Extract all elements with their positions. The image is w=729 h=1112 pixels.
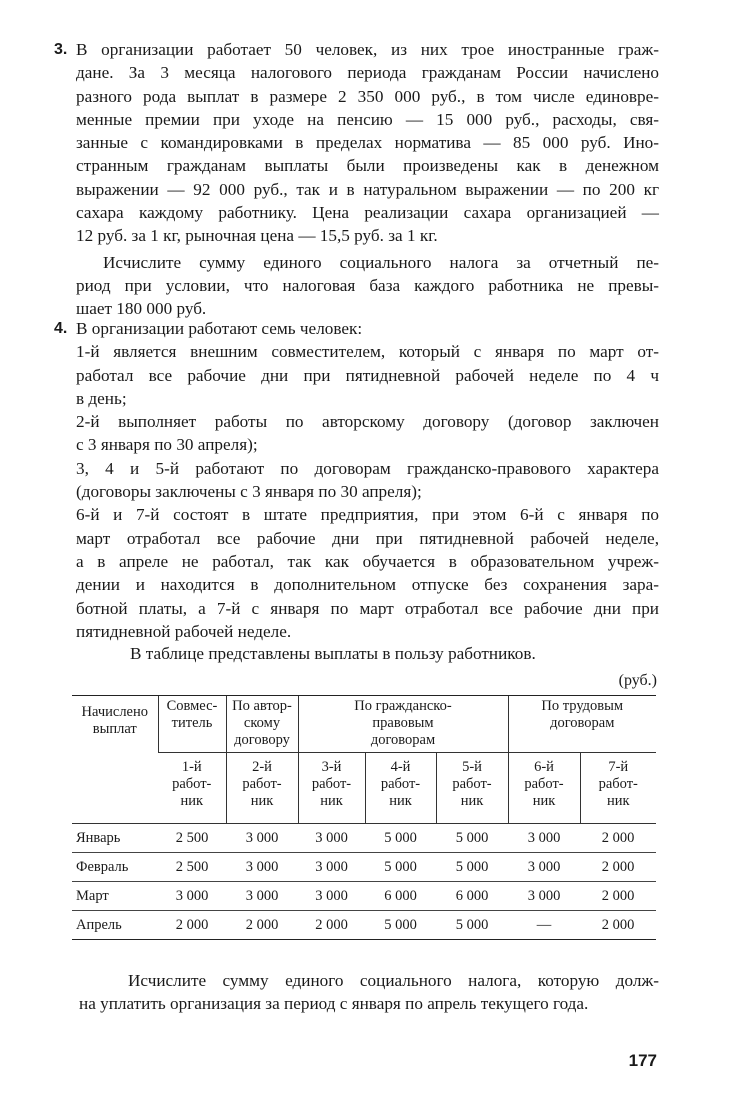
header-civil-contracts: По гражданско-правовым договорам <box>298 696 508 753</box>
problem-3-text <box>76 38 659 248</box>
value-cell: 3 000 <box>298 853 365 882</box>
value-cell: 5 000 <box>436 853 508 882</box>
header-worker-2: 2-й работ-ник <box>226 753 298 824</box>
header-part-time: Совмес-титель <box>158 696 226 753</box>
text-line: В организации работает 50 человек, из них трое иностранные граж- <box>76 40 659 59</box>
text-line: занные с командировками в пределах норматива — 85 000 руб. Ино- <box>76 133 659 153</box>
header-author-contract: По автор-скому договору <box>226 696 298 753</box>
header-worker-3: 3-й работ-ник <box>298 753 365 824</box>
value-cell: 3 000 <box>158 882 226 911</box>
value-cell: 2 000 <box>226 911 298 940</box>
header-labor-contracts: По трудовым договорам <box>508 696 656 753</box>
value-cell: 2 000 <box>580 882 656 911</box>
problem-4 <box>54 317 659 643</box>
header-worker-6: 6-й работ-ник <box>508 753 580 824</box>
text-line: а в апреле не работал, так как обучается в образовательном учреж- <box>76 551 659 571</box>
value-cell: 6 000 <box>365 882 436 911</box>
month-cell: Апрель <box>72 911 158 940</box>
text-line: выражении — 92 000 руб., так и в натуральном выражении — по 200 кг <box>76 179 659 199</box>
table-row <box>72 882 656 911</box>
text-line: ботной платы, а 7-й с января по март отработал все рабочие дни при <box>76 598 659 618</box>
value-cell: 3 000 <box>508 824 580 853</box>
value-cell: 5 000 <box>436 824 508 853</box>
table-row <box>72 853 656 882</box>
text-line: пятидневной рабочей неделе. <box>76 621 292 641</box>
value-cell: 2 500 <box>158 853 226 882</box>
text-line: риод при условии, что налоговая база каждого работника не превы- <box>76 275 659 295</box>
table-row <box>72 911 656 940</box>
value-cell: 2 000 <box>158 911 226 940</box>
problem-3-task <box>76 251 659 321</box>
worker-1-description <box>76 340 659 410</box>
text-line: с 3 января по 30 апреля); <box>76 435 258 455</box>
value-cell: — <box>508 911 580 940</box>
text-line: дане. За 3 месяца налогового периода гражданам России начислено <box>76 63 659 83</box>
value-cell: 3 000 <box>226 882 298 911</box>
text-line: март отработал все рабочие дни при пятидневной рабочей неделе, <box>76 528 659 548</box>
table-caption: В таблице представлены выплаты в пользу работников. <box>130 644 536 663</box>
value-cell: 6 000 <box>436 882 508 911</box>
text-line: 1-й является внешним совместителем, который с января по март от- <box>76 342 659 362</box>
text-line: 2-й выполняет работы по авторскому договору (договор заключен <box>76 412 659 432</box>
text-line: 6-й и 7-й состоят в штате предприятия, при этом 6-й с января по <box>76 505 659 525</box>
header-worker-1: 1-й работ-ник <box>158 753 226 824</box>
value-cell: 2 000 <box>580 853 656 882</box>
text-line: шает 180 000 руб. <box>76 299 207 319</box>
text-line: менные премии при уходе на пенсию — 15 000 руб., расходы, свя- <box>76 109 659 129</box>
problem-3 <box>54 38 659 321</box>
value-cell: 3 000 <box>298 824 365 853</box>
header-worker-4: 4-й работ-ник <box>365 753 436 824</box>
value-cell: 3 000 <box>226 853 298 882</box>
text-line: 12 руб. за 1 кг, рыночная цена — 15,5 руб. за 1 кг. <box>76 226 438 246</box>
value-cell: 2 500 <box>158 824 226 853</box>
value-cell: 5 000 <box>365 824 436 853</box>
month-cell: Март <box>72 882 158 911</box>
value-cell: 2 000 <box>580 911 656 940</box>
text-line: Исчислите сумму единого социального налога за отчетный пе- <box>103 252 659 272</box>
problem-number: 3. <box>54 41 68 58</box>
text-line: Исчислите сумму единого социального налога, которую долж- <box>128 971 659 990</box>
worker-6-7-description <box>76 503 659 643</box>
worker-3-5-description <box>76 457 659 504</box>
text-line: разного рода выплат в размере 2 350 000 руб., в том числе единовре- <box>76 86 659 106</box>
value-cell: 5 000 <box>365 911 436 940</box>
page-number: 177 <box>628 1051 657 1070</box>
problem-4-intro: В организации работают семь человек: <box>76 319 363 338</box>
header-worker-7: 7-й работ-ник <box>580 753 656 824</box>
header-worker-5: 5-й работ-ник <box>436 753 508 824</box>
text-line: (договоры заключены с 3 января по 30 апреля); <box>76 482 422 502</box>
text-line: странным гражданам выплаты были произведены как в денежном <box>76 156 659 176</box>
value-cell: 3 000 <box>298 882 365 911</box>
table-unit: (руб.) <box>618 672 657 689</box>
final-task <box>79 969 659 1016</box>
value-cell: 3 000 <box>508 882 580 911</box>
text-line: дении и находится в дополнительном отпуске без сохранения зара- <box>76 575 659 595</box>
text-line: 3, 4 и 5-й работают по договорам гражданско-правового характера <box>76 458 659 478</box>
payments-table <box>72 695 656 940</box>
text-line: сахара каждому работнику. Цена реализации сахара организацией — <box>76 203 659 223</box>
value-cell: 2 000 <box>298 911 365 940</box>
value-cell: 5 000 <box>365 853 436 882</box>
month-cell: Январь <box>72 824 158 853</box>
value-cell: 3 000 <box>226 824 298 853</box>
worker-2-description <box>76 410 659 457</box>
header-accrued: Начислено выплат <box>72 696 158 824</box>
value-cell: 2 000 <box>580 824 656 853</box>
month-cell: Февраль <box>72 853 158 882</box>
value-cell: 5 000 <box>436 911 508 940</box>
text-line: на уплатить организация за период с января по апрель текущего года. <box>79 994 589 1014</box>
value-cell: 3 000 <box>508 853 580 882</box>
table-row <box>72 824 656 853</box>
problem-number: 4. <box>54 320 68 337</box>
text-line: в день; <box>76 388 127 408</box>
text-line: работал все рабочие дни при пятидневной рабочей неделе по 4 ч <box>76 365 659 385</box>
